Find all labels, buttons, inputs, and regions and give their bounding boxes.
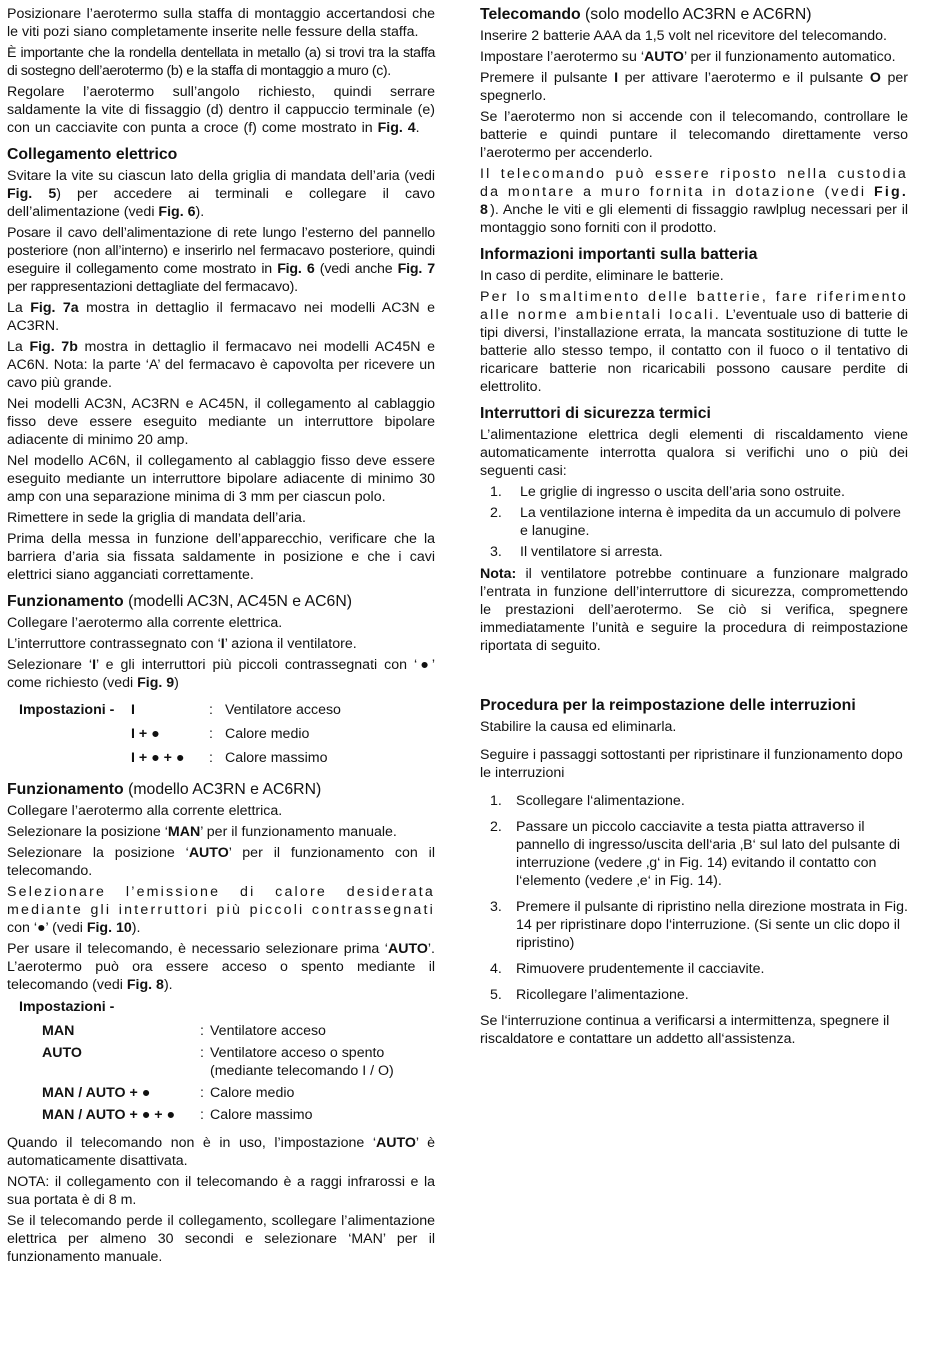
- settings-value: Calore medio: [225, 726, 310, 742]
- coll-paragraph-1: Svitare la vite su ciascun lato della griglia di mandata dell’aria (vedi Fig. 5) per accedere ai terminali e collegare il cavo dell’alimentazione (vedi Fig. 6).: [7, 168, 435, 220]
- settings-key: MAN / AUTO + ● + ●: [42, 1107, 176, 1123]
- mount-paragraph-1: Posizionare l’aerotermo sulla staffa di montaggio accertandosi che le viti pozi siano completamente inserite nelle fessure della staffa.: [7, 6, 435, 40]
- end-paragraph-3: Se il telecomando perde il collegamento, scollegare l’alimentazione elettrica per almeno 30 secondi e selezionare ‘MAN’ per il funzionamento manuale.: [7, 1213, 435, 1265]
- section-heading-telecomando: Telecomando (solo modello AC3RN e AC6RN): [480, 6, 812, 23]
- end-paragraph-1: Quando il telecomando non è in uso, l’impostazione ‘AUTO’ è automaticamente disattivata.: [7, 1135, 435, 1169]
- settings-row: MAN / AUTO + ● : Calore medio: [19, 1084, 435, 1102]
- batt-paragraph-2: Per lo smaltimento delle batterie, fare riferimento alle norme ambientali locali. L’eventuale uso di batterie di tipi diversi, l’installazione errata, la mancata sostituzione di tutte le batterie allo stesso tempo, il contatto con il fuoco o il tentativo di ricaricare batterie non ricaricabili possono causare perdite di elettrolito.: [480, 289, 908, 395]
- section-heading-procedura: Procedura per la reimpostazione delle interruzioni: [480, 697, 856, 714]
- settings-table-1: [19, 698, 435, 770]
- settings-value: Calore massimo: [210, 1107, 313, 1123]
- tele-paragraph-5: Il telecomando può essere riposto nella custodia da montare a muro fornita in dotazione (vedi Fig. 8). Anche le viti e gli elementi di fissaggio rawlplug necessari per il montaggio sono forniti con il prodotto.: [480, 166, 908, 236]
- tele-paragraph-3: Premere il pulsante I per attivare l’aerotermo e il pulsante O per spegnerlo.: [480, 70, 909, 104]
- settings-row: MAN / AUTO + ● + ● : Calore massimo: [19, 1106, 435, 1124]
- settings-label: Impostazioni -: [19, 999, 115, 1015]
- term-paragraph-2: Nota: il ventilatore potrebbe continuare a funzionare malgrado l’entrata in funzione dell’interruttore di sicurezza, compromettendo le prestazioni dell’aerotermo. Se ciò si verifica, spegnere immediatamente l’unità e seguire la procedura di reimpostazione riportata di seguito.: [480, 566, 908, 654]
- proc-paragraph-2: Seguire i passaggi sottostanti per ripristinare il funzionamento dopo le interruzioni: [480, 747, 903, 781]
- proc-paragraph-1: Stabilire la causa ed eliminarla.: [480, 719, 677, 735]
- funz2-paragraph-4: Selezionare l’emissione di calore desiderata mediante gli interruttori più piccoli contrassegnati con ‘●’ (vedi Fig. 10).: [7, 884, 435, 936]
- settings-value: Calore medio: [210, 1085, 295, 1101]
- section-heading-collegamento: Collegamento elettrico: [7, 146, 178, 163]
- settings-key: I + ●: [131, 726, 160, 742]
- tele-paragraph-4: Se l’aerotermo non si accende con il telecomando, controllare le batterie e quindi puntare il telecomando direttamente verso l’aerotermo per accenderlo.: [480, 109, 908, 161]
- settings-key: MAN: [42, 1023, 75, 1039]
- list-item: 2. La ventilazione interna è impedita da un accumulo di polvere e lanugine.: [490, 505, 901, 539]
- list-item: 2. Passare un piccolo cacciavite a testa piatta attraverso il pannello di ingresso/uscita dell‘aria ‚B‘ sul lato del pulsante di interruzione (vedere ‚g‘ in Fig. 14) evitando il contatto con l‘elemento (vedere ‚e‘ in Fig. 14).: [490, 819, 901, 889]
- settings-key: I: [131, 702, 135, 718]
- section-heading-batteria: Informazioni importanti sulla batteria: [480, 246, 758, 263]
- coll-paragraph-8: Prima della messa in funzione dell’apparecchio, verificare che la barriera d’aria sia fissata saldamente in posizione e che i cavi elettrici siano agganciati correttamente.: [7, 531, 435, 583]
- settings-table-2: [19, 998, 435, 1124]
- settings-key: AUTO: [42, 1045, 82, 1061]
- tele-paragraph-2: Impostare l’aerotermo su ‘AUTO’ per il funzionamento automatico.: [480, 49, 896, 65]
- funz2-paragraph-3: Selezionare la posizione ‘AUTO’ per il funzionamento con il telecomando.: [7, 845, 435, 879]
- funz1-paragraph-2: L’interruttore contrassegnato con ‘I’ aziona il ventilatore.: [7, 636, 357, 652]
- section-heading-termici: Interruttori di sicurezza termici: [480, 405, 711, 422]
- list-item: 3. Premere il pulsante di ripristino nella direzione mostrata in Fig. 14 per ripristinare dopo l‘interruzione. (Si sente un clic dopo il ripristino): [490, 899, 908, 951]
- list-item: 3. Il ventilatore si arresta.: [490, 544, 663, 560]
- settings-value: Calore massimo: [225, 750, 328, 766]
- tele-paragraph-1: Inserire 2 batterie AAA da 1,5 volt nel ricevitore del telecomando.: [480, 28, 887, 44]
- settings-key: MAN / AUTO + ●: [42, 1085, 151, 1101]
- right-column: [480, 5, 908, 1051]
- coll-paragraph-7: Rimettere in sede la griglia di mandata dell’aria.: [7, 510, 306, 526]
- mount-paragraph-2: È importante che la rondella dentellata in metallo (a) si trovi tra la staffa di sostegno dell’aerotermo (b) e la staffa di montaggio a muro (c).: [7, 45, 435, 79]
- funz2-paragraph-2: Selezionare la posizione ‘MAN’ per il funzionamento manuale.: [7, 824, 397, 840]
- funz2-paragraph-5: Per usare il telecomando, è necessario selezionare prima ‘AUTO’. L’aerotermo può ora essere acceso o spento mediante il telecomando (vedi Fig. 8).: [7, 941, 435, 993]
- coll-paragraph-5: Nei modelli AC3N, AC3RN e AC45N, il collegamento al cablaggio fisso deve essere eseguito mediante un interruttore bipolare adiacente di minimo 20 amp.: [7, 396, 435, 448]
- settings-row: I + ● : Calore medio: [19, 722, 435, 746]
- section-heading-funzionamento-1: Funzionamento (modelli AC3N, AC45N e AC6N): [7, 593, 352, 610]
- settings-row: MAN : Ventilatore acceso: [19, 1022, 435, 1040]
- list-item: 1. Le griglie di ingresso o uscita dell’aria sono ostruite.: [490, 484, 845, 500]
- term-paragraph-1: L’alimentazione elettrica degli elementi di riscaldamento viene automaticamente interrotta qualora si verifichi uno o più dei seguenti casi:: [480, 427, 908, 479]
- batt-paragraph-1: In caso di perdite, eliminare le batterie.: [480, 268, 724, 284]
- end-paragraph-2: NOTA: il collegamento con il telecomando è a raggi infrarossi e la sua portata è di 8 m.: [7, 1174, 435, 1208]
- settings-value: Ventilatore acceso: [210, 1023, 326, 1039]
- settings-value: Ventilatore acceso o spento (mediante telecomando I / O): [210, 1045, 394, 1079]
- list-item: 4. Rimuovere prudentemente il cacciavite.: [490, 961, 765, 977]
- list-item: 1. Scollegare l‘alimentazione.: [490, 793, 685, 809]
- coll-paragraph-6: Nel modello AC6N, il collegamento al cablaggio fisso deve essere eseguito mediante un interruttore bipolare adiacente di minimo 30 amp con una separazione minima di 3 mm per ciascun polo.: [7, 453, 435, 505]
- funz1-paragraph-3: Selezionare ‘I’ e gli interruttori più piccoli contrassegnati con ‘●’ come richiesto (vedi Fig. 9): [7, 657, 435, 691]
- settings-key: I + ● + ●: [131, 750, 185, 766]
- proc-list: [480, 792, 908, 1004]
- mount-paragraph-3: Regolare l’aerotermo sull’angolo richiesto, quindi serrare saldamente la vite di fissaggio (d) dentro il cappuccio terminale (e) con un cacciavite con punta a croce (f) come mostrato in Fig. 4.: [7, 84, 435, 136]
- settings-row: AUTO : Ventilatore acceso o spento (mediante telecomando I / O): [19, 1044, 435, 1080]
- settings-row: I + ● + ● : Calore massimo: [19, 746, 435, 770]
- list-item: 5. Ricollegare l’alimentazione.: [490, 987, 689, 1003]
- term-list: [480, 483, 908, 561]
- settings-label: Impostazioni -: [19, 702, 115, 718]
- settings-value: Ventilatore acceso: [225, 702, 341, 718]
- funz2-paragraph-1: Collegare l’aerotermo alla corrente elettrica.: [7, 803, 283, 819]
- coll-paragraph-3: La Fig. 7a mostra in dettaglio il fermacavo nei modelli AC3N e AC3RN.: [7, 300, 435, 334]
- coll-paragraph-4: La Fig. 7b mostra in dettaglio il fermacavo nei modelli AC45N e AC6N. Nota: la parte ‘A’ del fermacavo è capovolta per ricevere un cavo più grande.: [7, 339, 435, 391]
- section-heading-funzionamento-2: Funzionamento (modello AC3RN e AC6RN): [7, 781, 322, 798]
- settings-row: Impostazioni - I : Ventilatore acceso: [19, 698, 435, 722]
- proc-paragraph-3: Se l‘interruzione continua a verificarsi a intermittenza, spegnere il riscaldatore e contattare un addetto all‘assistenza.: [480, 1013, 890, 1047]
- coll-paragraph-2: Posare il cavo dell’alimentazione di rete lungo l’esterno del pannello posteriore (non all’interno) e inserirlo nel fermacavo posteriore, quindi eseguire il collegamento come mostrato in Fig. 6 (vedi anche Fig. 7 per rappresentazioni dettagliate del fermacavo).: [7, 225, 435, 295]
- left-column: [7, 5, 435, 1269]
- funz1-paragraph-1: Collegare l’aerotermo alla corrente elettrica.: [7, 615, 283, 631]
